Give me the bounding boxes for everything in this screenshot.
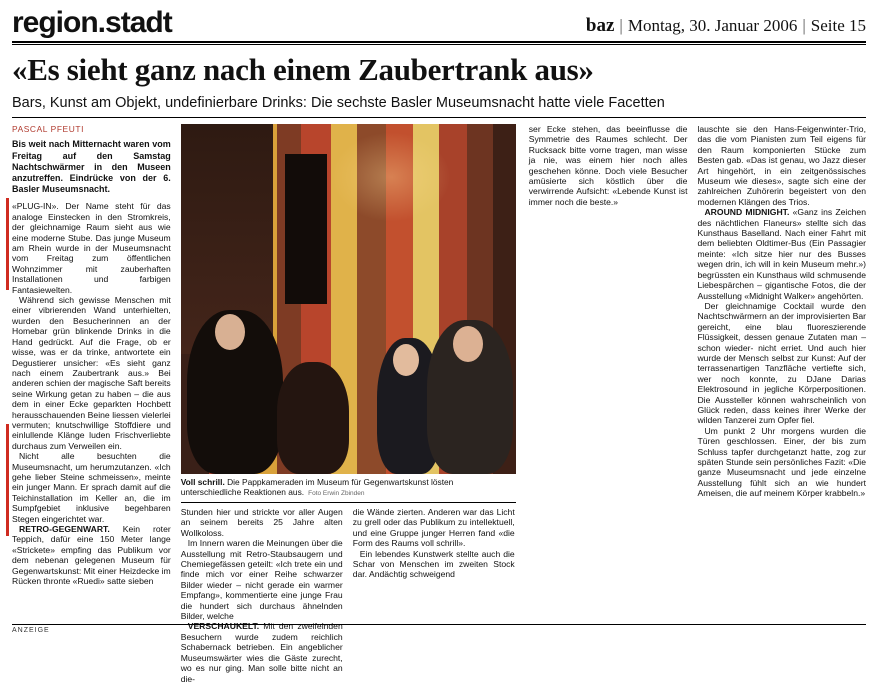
photo-light-glow <box>331 132 451 222</box>
paragraph: «PLUG-IN». Der Name steht für das analoge Einstecken in den Stromkreis, der gleichnamige Raum sieht aus wie eine moderne Stube. Das junge Museum am Rhein wurde in der Museumsnacht vom Freitag zum öffentlichen Wohnzimmer mit zauberhaften Installationen und farbigen Fantasiewelten. <box>12 201 171 295</box>
photo-doorway <box>285 154 327 304</box>
section-kicker: RETRO-GEGENWART. <box>19 524 110 535</box>
article-column-2 <box>181 507 343 684</box>
photo-figure <box>277 362 349 474</box>
paragraph-text: Kein roter Teppich, dafür eine 150 Meter lange «Strickete» empfing das Publikum vor dem nebenan gelegenen Museum für Gegenwartskunst: Mit einer Heizdecke im Rücken thronte «Ruedi» satte sieben <box>12 524 171 587</box>
masthead-title-dot: . <box>97 6 106 39</box>
masthead-separator-1: | <box>619 16 623 35</box>
reader-marker-1 <box>6 198 9 290</box>
article-column-middle <box>180 124 529 684</box>
paragraph: ser Ecke stehen, das beeinflusse die Symmetrie des Raumes schlecht. Der Rucksack bitte vorne tragen, man wisse ja nie, was einem hier noch alles geschehen könne. Doch viele Besucher amüsierte sich köstlich über die verwirrende Aufsicht: «Lebende Kunst ist immer noch die beste.» <box>528 124 688 207</box>
paragraph: die Wände zierten. Anderen war das Licht zu grell oder das Publikum zu intellektuell, und eine Gruppe junger Herren fand «die Form des Raums voll schrill». <box>352 507 515 549</box>
article-photo <box>181 124 516 474</box>
reader-marker-2 <box>6 424 9 536</box>
article-column-4 <box>529 124 698 594</box>
article-subheadline: Bars, Kunst am Objekt, undefinierbare Drinks: Die sechste Basler Museumsnacht hatte viele Facetten <box>12 95 665 111</box>
masthead <box>12 0 866 38</box>
photo-caption <box>181 477 516 502</box>
page-footer <box>12 624 866 634</box>
photo-caption-text: Die Pappkameraden im Museum für Gegenwartskunst lösten unterschiedliche Reaktionen aus. <box>180 477 454 497</box>
masthead-meta <box>586 16 866 38</box>
article-column-5 <box>697 124 866 594</box>
paragraph: Während sich gewisse Menschen mit einer vibrierenden Wand unterhielten, wurden den Besucherinnen an der Homebar grün blinkende Drinks in die Hand gedrückt. Auf die Frage, ob er wisse, was er da trinke, antwortete ein Degustierer unsicher: «Es sieht ganz nach einem Zaubertrank aus.» Bei anderen schien der magische Saft bereits seine Wirkung getan zu haben – die aus dem in einer Ecke geparkten Hochbett herausschauenden Beine liessen vielerlei vermuten; knutschwillige Stoffdiere und einlullende Klänge luden Frischverliebte durchaus zum Verweilen ein. <box>12 295 171 451</box>
paragraph: Der gleichnamige Cocktail wurde den Nachtschwärmern an der improvisierten Bar gereicht, eine blau fluoreszierende Flüssigkeit, dessen genaue Zutaten man – schon wieder- nicht erriet. Und auch hier wurde der Mensch selbst zur Kunst: Auf der terrassenartigen Tanzfläche vertiefte sich, wer noch konnte, zu DJane Darias Elektrosound in jegliche Körperpositionen. Die Aussteller können wahrscheinlich von Glück reden, dass keines ihrer Werke der wilden Tanzerei zum Opfer fiel. <box>697 300 866 426</box>
masthead-separator-2: | <box>802 16 806 35</box>
article-lead: Bis weit nach Mitternacht waren vom Freitag auf den Samstag Nachtschwärmer in den Museen anzutreffen. Eindrücke von der 6. Basler Museumsnacht. <box>12 139 171 195</box>
middle-text-columns <box>181 507 519 684</box>
masthead-paper-name: baz <box>585 15 615 36</box>
paragraph-text: Mit den zweifelnden Besuchern wurde zudem reichlich Schabernack betrieben. Ein angeblicher Museumswärter wies die Gäste zurecht, wo es nur ging. Man solle bitte nicht an die- <box>180 621 343 684</box>
masthead-title-region: region <box>12 6 98 39</box>
photo-face <box>453 326 483 362</box>
advertisement-label: ANZEIGE <box>12 627 50 634</box>
paragraph-text: «Ganz ins Zeichen des nächtlichen Flaneurs» stellte sich das Kunsthaus Baselland. Nach einer Fahrt mit dem beliebten Oldtimer-Bus (Ein Passagier meinte: «Ich sitze hier nur des Busses wegen drin, ich will in kein Museum mehr.») begrüssten ein Kunsthaus wild schmusende Liebespärchen – gigantische Fotos, die der Ausstellung «Midnight Walker» angehörten. <box>697 207 866 301</box>
paragraph-around-midnight <box>697 207 866 301</box>
photo-face <box>215 314 245 350</box>
caption-rule <box>181 502 516 503</box>
paragraph: Nicht alle besuchten die Museumsnacht, um herumzutanzen. «Ich gehe lieber Steine schmeissen», meinte ein junger Mann. Er sprach damit auf die Teichinstallation im Keller an, die im Sumpfgebiet inklusive begehbaren Stegen eingerichtet war. <box>12 451 171 524</box>
article-photo-block <box>181 124 516 503</box>
masthead-date: Montag, 30. Januar 2006 <box>627 16 798 35</box>
footer-rule <box>12 624 866 625</box>
paragraph: lauschte sie den Hans-Feigenwinter-Trio, das die vom Pianisten zum Teil eigens für den Raum komponierten Stücke zum Besten gab. «Das ist genau, wo Jazz dieser Art hingehört, in ein zeitgenössisches Museum wie dieses», sagte sich eine der zahlreichen Zuhörerin begeistert von den modernen Klängen des Trios. <box>697 124 866 207</box>
section-kicker: VERSCHAUKELT. <box>187 621 260 632</box>
subheadline-rule <box>12 117 866 118</box>
article-byline: PASCAL PFEUTI <box>12 124 85 134</box>
article-headline: «Es sieht ganz nach einem Zaubertrank aus» <box>12 52 594 87</box>
article-column-1 <box>12 124 181 594</box>
masthead-rule-thick <box>12 41 866 43</box>
article-column-3 <box>353 507 515 684</box>
photo-face <box>393 344 419 376</box>
photo-credit: Foto Erwin Zbinden <box>308 490 365 497</box>
paragraph-retro-gegenwart <box>12 524 171 586</box>
paragraph: Im Innern waren die Meinungen über die Ausstellung mit Retro-Staubsaugern und Chemiegefässen geteilt: «Ich trete ein und finde mich vor einer Reihe schwarzer Bilder wieder – nicht gerade ein warmer Empfang», kommentierte eine junge Frau die hundert sich durchaus ähnelnden Bilder, welche <box>180 538 343 622</box>
masthead-title-stadt: stadt <box>105 6 172 39</box>
masthead-title <box>12 8 172 38</box>
section-kicker: AROUND MIDNIGHT. <box>704 207 790 218</box>
photo-caption-lead: Voll schrill. <box>180 477 225 487</box>
paragraph: Um punkt 2 Uhr morgens wurden die Türen geschlossen. Einer, der bis zum Schluss tapfer durchgetanzt hatte, zog zur späten Stunde sein persönliches Fazit: «Die ganze Museumsnacht und jede einzelne Ausstellung fühlt sich an wie hundert Ameisen, die auf meinem Körper krabbeln.» <box>697 425 866 499</box>
paragraph: Stunden hier und strickte vor aller Augen an seinem bereits 25 Jahre alten Wollkoloss. <box>180 507 343 538</box>
paragraph: Ein lebendes Kunstwerk stellte auch die Schar von Menschen im zweiten Stock dar. Andächtig schweigend <box>352 548 515 580</box>
masthead-rule-thin <box>12 44 866 45</box>
masthead-page-number: Seite 15 <box>810 16 866 35</box>
